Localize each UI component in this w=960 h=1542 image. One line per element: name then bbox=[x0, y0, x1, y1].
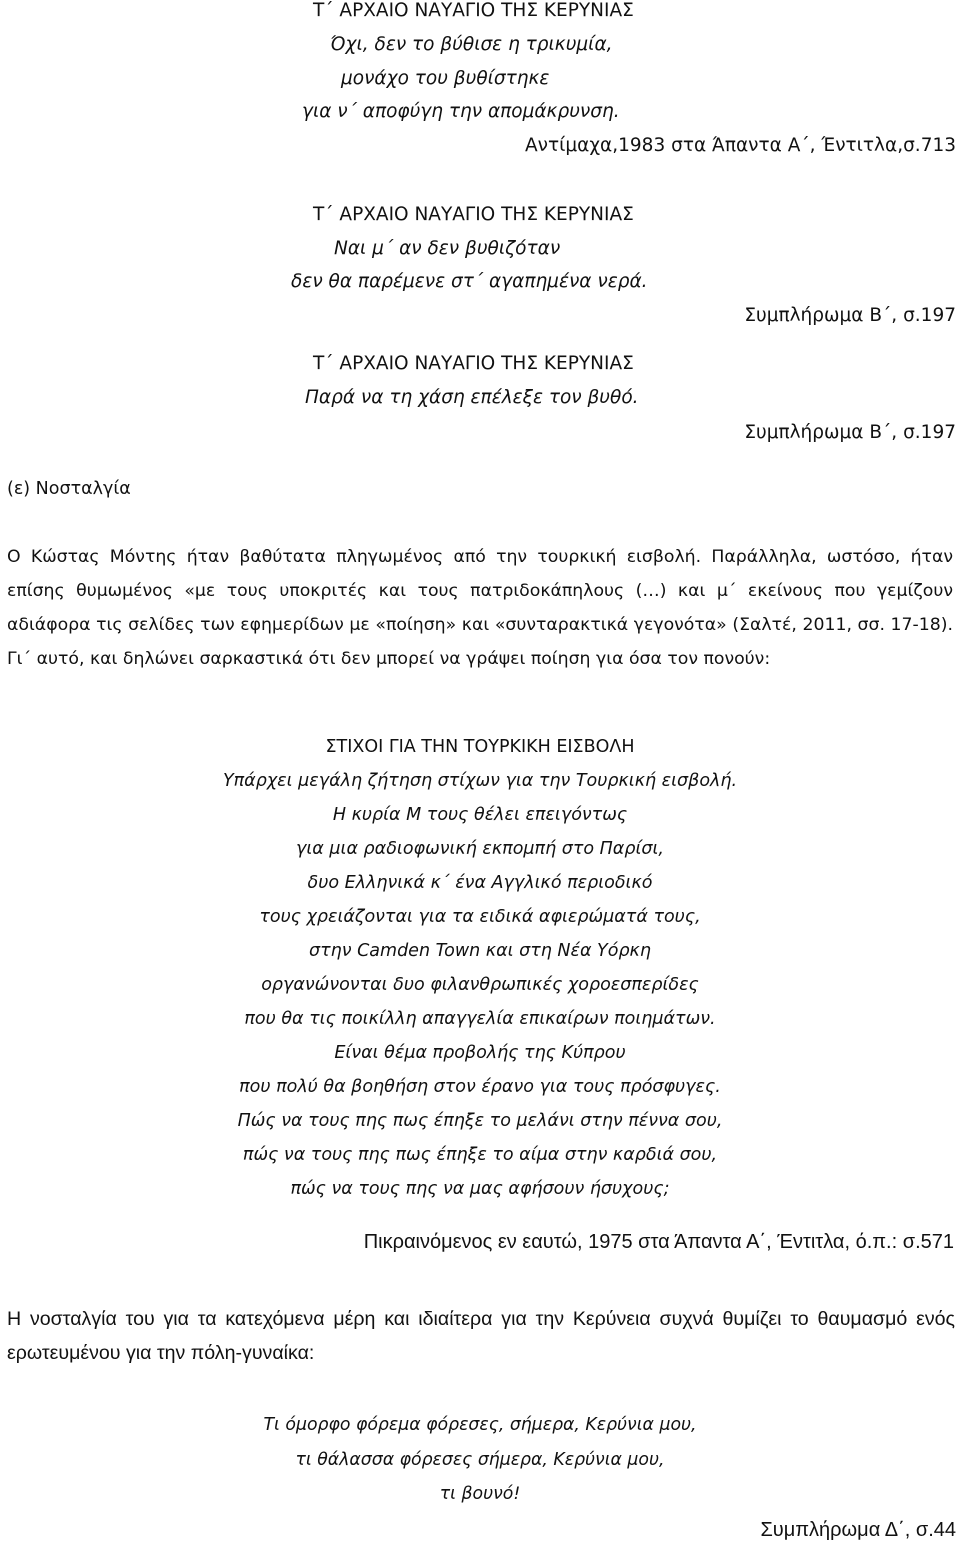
poem-title-3: Τ΄ ΑΡΧΑΙΟ ΝΑΥΑΓΙΟ ΤΗΣ ΚΕΡΥΝΙΑΣ bbox=[313, 353, 634, 374]
poem-title-1: Τ΄ ΑΡΧΑΙΟ ΝΑΥΑΓΙΟ ΤΗΣ ΚΕΡΥΝΙΑΣ bbox=[313, 0, 634, 21]
poem-line: Η κυρία Μ τους θέλει επειγόντως bbox=[332, 805, 628, 825]
poem-line: οργανώνονται δυο φιλανθρωπικές χοροεσπερίδες bbox=[261, 975, 699, 995]
poem-line: πώς να τους πης πως έπηξε το αίμα στην καρδιά σου, bbox=[242, 1145, 718, 1165]
poem-line: Ναι μ΄ αν δεν βυθιζόταν bbox=[334, 238, 561, 259]
poem-line: δυο Ελληνικά κ΄ ένα Αγγλικό περιοδικό bbox=[307, 873, 653, 893]
poem-line: που θα τις ποικίλλη απαγγελία επικαίρων ποιημάτων. bbox=[244, 1009, 716, 1029]
section-heading: (ε) Νοσταλγία bbox=[7, 479, 131, 499]
poem-line: μονάχο του βυθίστηκε bbox=[341, 68, 550, 89]
poem-line: Όχι, δεν το βύθισε η τρικυμία, bbox=[330, 34, 613, 55]
poem-title: ΣΤΙΧΟΙ ΓΙΑ ΤΗΝ ΤΟΥΡΚΙΚΗ ΕΙΣΒΟΛΗ bbox=[325, 737, 635, 757]
poem-line: πώς να τους πης να μας αφήσουν ήσυχους; bbox=[290, 1179, 670, 1199]
poem2-line: Τι όμορφο φόρεμα φόρεσες, σήμερα, Κερύνια μου, bbox=[263, 1415, 697, 1435]
poem-line: για ν΄ αποφύγη την απομάκρυνση. bbox=[302, 101, 620, 122]
poem-line: Υπάρχει μεγάλη ζήτηση στίχων για την Τουρκική εισβολή. bbox=[222, 771, 738, 791]
poem2-source: Συμπλήρωμα Δ΄, σ.44 bbox=[760, 1519, 956, 1541]
poem-line: στην Camden Town και στη Νέα Υόρκη bbox=[309, 941, 651, 961]
poem-line: για μια ραδιοφωνική εκπομπή στο Παρίσι, bbox=[296, 839, 664, 859]
poem2-line: τι θάλασσα φόρεσες σήμερα, Κερύνια μου, bbox=[295, 1450, 665, 1470]
poem-line: δεν θα παρέμενε στ΄ αγαπημένα νερά. bbox=[291, 271, 648, 292]
poem-line: τους χρειάζονται για τα ειδικά αφιερώματά τους, bbox=[259, 907, 701, 927]
poem-source-3: Συμπλήρωμα Β΄, σ.197 bbox=[744, 422, 956, 443]
body-paragraph-2: Η νοσταλγία του για τα κατεχόμενα μέρη και ιδιαίτερα για την Κερύνεια συχνά θυμίζει το θαυμασμό ενός ερωτευμένου για την πόλη-γυναίκα: bbox=[7, 1308, 955, 1364]
poem2-line: τι βουνό! bbox=[439, 1484, 521, 1504]
poem-line: Πώς να τους πης πως έπηξε το μελάνι στην πέννα σου, bbox=[237, 1111, 723, 1131]
poem-line: Παρά να τη χάση επέλεξε τον βυθό. bbox=[305, 387, 639, 408]
poem-source-2: Συμπλήρωμα Β΄, σ.197 bbox=[744, 305, 956, 326]
body-paragraph-1: Ο Κώστας Μόντης ήταν βαθύτατα πληγωμένος από την τουρκική εισβολή. Παράλληλα, ωστόσο, ήταν επίσης θυμωμένος «με τους υποκριτές και τους πατριδοκάπηλους (…) και μ΄ εκείνους που γεμίζουν αδιάφορα τις σελίδες των εφημερίδων με «ποίηση» και «συνταρακτικά γεγονότα» (Σαλτέ, 2011, σσ. 17-18). Γι΄ αυτό, και δηλώνει σαρκαστικά ότι δεν μπορεί να γράψει ποίηση για όσα τον πονούν: bbox=[7, 547, 953, 669]
poem-source: Πικραινόμενος εν εαυτώ, 1975 στα Άπαντα Α΄, Έντιτλα, ό.π.: σ.571 bbox=[363, 1231, 954, 1253]
poem-title-2: Τ΄ ΑΡΧΑΙΟ ΝΑΥΑΓΙΟ ΤΗΣ ΚΕΡΥΝΙΑΣ bbox=[313, 204, 634, 225]
poem-line: Είναι θέμα προβολής της Κύπρου bbox=[334, 1043, 626, 1063]
poem-source-1: Αντίμαχα,1983 στα Άπαντα Α΄, Έντιτλα,σ.713 bbox=[525, 135, 956, 156]
poem-line: που πολύ θα βοηθήση στον έρανο για τους πρόσφυγες. bbox=[239, 1077, 721, 1097]
